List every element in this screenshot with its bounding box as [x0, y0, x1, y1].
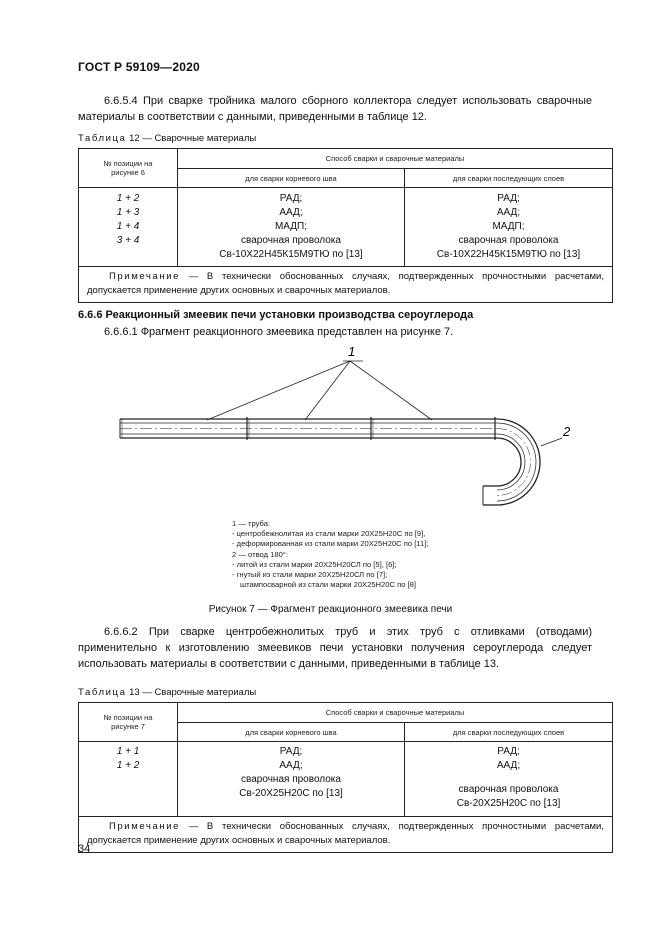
paragraph-6-6-6-2: 6.6.6.2 При сварке центробежнолитых труб и этих труб с отливками (отводами) применительно к изготовлению змеевиков печи установки получения сероуглерода следует использовать материалы в соответствии с данными, приведенными в таблице 13.	[78, 626, 592, 670]
table13-header-method: Способ сварки и сварочные материалы	[178, 703, 613, 723]
figure-7-caption: Рисунок 7 — Фрагмент реакционного змеевика печи	[208, 604, 453, 615]
legend-item: 2 — отвод 180°:	[232, 549, 288, 559]
legend-item: - литой из стали марки 20Х25Н20СЛ по [5], [6];	[232, 559, 397, 569]
paragraph-6-6-5-4: 6.6.5.4 При сварке тройника малого сборного коллектора следует использовать сварочные материалы в соответствии с данными, приведенными в таблице 12.	[78, 95, 592, 123]
document-header: ГОСТ Р 59109—2020	[78, 60, 200, 74]
table-cell: МАДП;	[492, 221, 525, 232]
note-word: Примечание	[109, 821, 180, 832]
table12-header-position: № позиции на рисунке 6	[79, 149, 178, 188]
table12-caption-word: Таблица	[78, 133, 127, 144]
table-cell: РАД;	[279, 746, 303, 757]
table13-header-next: для сварки последующих слоев	[405, 723, 613, 742]
table12-caption-text: 12 — Сварочные материалы	[129, 133, 257, 144]
section-title-6-6-6: 6.6.6 Реакционный змеевик печи установки производства сероуглерода	[78, 309, 474, 321]
table12-header-method: Способ сварки и сварочные материалы	[178, 149, 613, 169]
table-cell: сварочная проволока	[458, 235, 559, 246]
table-cell: РАД;	[497, 746, 520, 757]
leader-line-2	[541, 438, 562, 446]
note-text: — В технически обоснованных случаях, подтвержденных прочностными расчетами, допускается применение других основных и сварочных материалов.	[87, 821, 604, 846]
table13-note	[79, 817, 613, 853]
table-row: 1 + 1	[116, 746, 140, 757]
table-cell: ААД;	[496, 760, 521, 771]
table13-header-position: № позиции на рисунке 7	[79, 703, 178, 742]
legend-item: - деформированная из стали марки 20Х25Н20С по [11];	[232, 539, 429, 549]
table-row: 1 + 2	[116, 760, 140, 771]
leader-lines-1	[207, 361, 432, 420]
table-cell: сварочная проволока	[241, 235, 341, 246]
table-row: 1 + 2	[116, 193, 140, 204]
elbow-180	[483, 419, 540, 505]
note-word: Примечание	[109, 271, 180, 282]
table-cell: сварочная проволока	[458, 784, 559, 795]
legend-item: штампосварной из стали марки 20Х25Н20С по [8]	[240, 580, 416, 590]
table-cell: Св-20Х25Н20С по [13]	[456, 798, 561, 809]
figure-label-1: 1	[348, 344, 356, 359]
table13-positions	[79, 742, 178, 817]
table-row: 1 + 4	[116, 221, 140, 232]
table-row: 1 + 3	[116, 207, 140, 218]
table13-next-materials	[405, 742, 613, 817]
table-cell: ААД;	[496, 207, 521, 218]
table-cell: Св-10Х22Н45К15М9ТЮ по [13]	[436, 249, 581, 260]
table-cell: Св-20Х25Н20С по [13]	[239, 788, 343, 799]
table-cell: Св-10Х22Н45К15М9ТЮ по [13]	[219, 249, 363, 260]
table-13	[78, 702, 613, 853]
table12-header-next: для сварки последующих слоев	[405, 169, 613, 188]
table-cell: РАД;	[497, 193, 520, 204]
table-row: 3 + 4	[116, 235, 140, 246]
legend-item: - гнутый из стали марки 20Х25Н20СЛ по [7];	[232, 570, 388, 580]
table12-header-root: для сварки корневого шва	[178, 169, 405, 188]
table-cell: ААД;	[279, 207, 303, 218]
table-cell: РАД;	[279, 193, 303, 204]
table13-header-root: для сварки корневого шва	[178, 723, 405, 742]
table-cell: МАДП;	[274, 221, 308, 232]
note-text: — В технически обоснованных случаях, подтвержденных прочностными расчетами, допускается применение других основных и сварочных материалов.	[87, 271, 604, 296]
table-cell: ААД;	[279, 760, 303, 771]
legend-item: 1 — труба:	[232, 519, 271, 528]
figure-label-2: 2	[563, 424, 571, 439]
legend-item: - центробежнолитая из стали марки 20Х25Н20С по [9],	[232, 529, 426, 539]
coil-pipe	[120, 417, 497, 440]
table13-root-materials	[178, 742, 405, 817]
paragraph-6-6-6-1: 6.6.6.1 Фрагмент реакционного змеевика представлен на рисунке 7.	[104, 326, 454, 338]
table13-caption-word: Таблица	[78, 687, 127, 698]
table-cell: сварочная проволока	[241, 774, 341, 785]
table13-caption-text: 13 — Сварочные материалы	[129, 687, 257, 698]
table13-caption	[78, 687, 256, 698]
figure-7-legend	[232, 519, 428, 590]
page-number: 34	[78, 843, 91, 855]
